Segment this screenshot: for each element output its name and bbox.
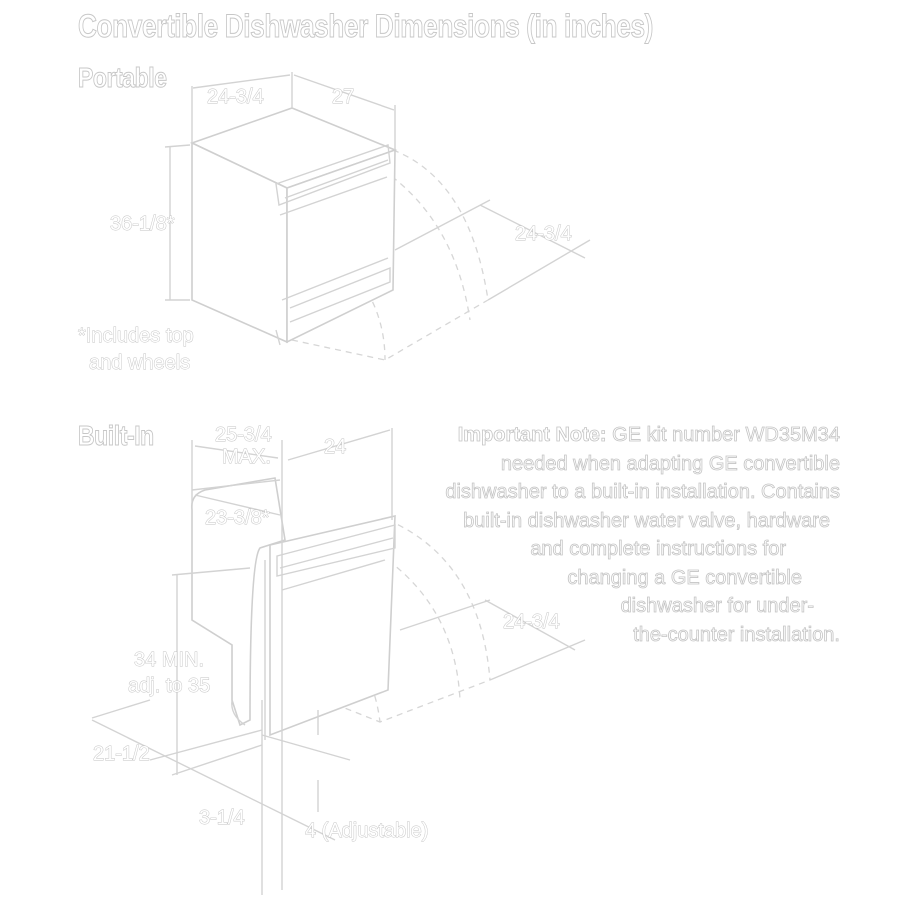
note-line-5: and complete instructions for [530, 538, 786, 560]
builtin-height-label: 34 MIN. [134, 649, 205, 671]
note-line-8: the-counter installation. [633, 623, 840, 646]
note-line-2: needed when adapting GE convertible [500, 452, 840, 475]
portable-footnote-1: *Includes top [78, 325, 194, 347]
builtin-base-depth-label: 21-1/2 [93, 743, 150, 765]
portable-depth-label: 27 [332, 86, 355, 108]
portable-footnote-2: and wheels [89, 352, 191, 374]
portable-heading: Portable [78, 62, 167, 93]
important-note [280, 421, 840, 649]
builtin-heading: Built-In [78, 420, 154, 451]
portable-drawing [165, 72, 590, 360]
note-line-6: changing a GE convertible [567, 566, 802, 589]
builtin-max-depth-label-2: MAX. [222, 446, 271, 468]
builtin-toe-kick-label: 3-1/4 [199, 807, 245, 829]
builtin-leg-label: 4 (Adjustable) [305, 820, 429, 842]
builtin-width-label: 24 [324, 436, 347, 458]
builtin-depth-label: 23-3/8* [205, 507, 270, 529]
note-line-4: built-in dishwasher water valve, hardware [463, 509, 830, 532]
note-line-7: dishwasher for under- [620, 595, 814, 617]
builtin-height-label-2: adj. to 35 [128, 675, 211, 697]
portable-door-open-label: 24-3/4 [515, 223, 572, 245]
portable-width-label: 24-3/4 [207, 86, 264, 108]
page-title: Convertible Dishwasher Dimensions (in inches) [78, 8, 653, 44]
builtin-max-depth-label: 25-3/4 [215, 424, 272, 446]
note-line-1 [280, 421, 840, 450]
portable-height-label: 36-1/8* [110, 213, 175, 235]
note-label: Important Note: [457, 424, 607, 446]
builtin-door-open-label: 24-3/4 [503, 611, 560, 633]
note-line-1-text: GE kit number WD35M34 [612, 424, 840, 446]
note-line-3: dishwasher to a built-in installation. Contains [445, 481, 840, 503]
